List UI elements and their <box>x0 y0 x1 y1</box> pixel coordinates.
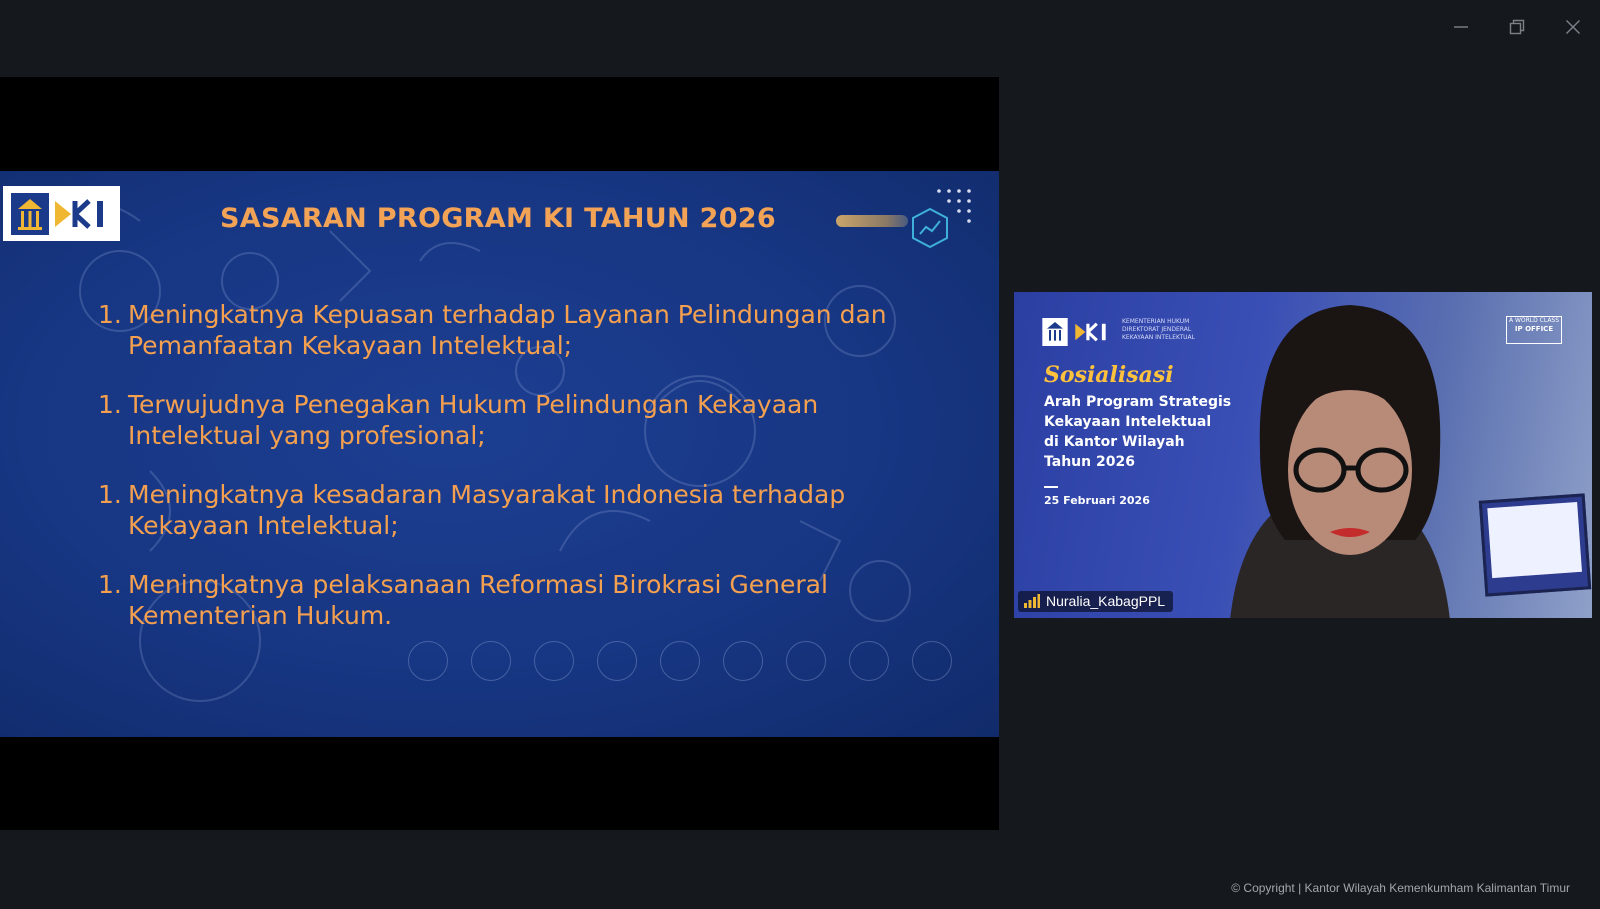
presentation-slide <box>0 171 999 737</box>
restore-button[interactable] <box>1504 14 1530 40</box>
ip-category-icon <box>660 641 700 681</box>
org-line: KEMENTERIAN HUKUM <box>1122 318 1190 325</box>
org-line: DIREKTORAT JENDERAL <box>1122 326 1192 333</box>
close-icon <box>1565 19 1581 35</box>
copyright-text: © Copyright | Kantor Wilayah Kemenkumham Kalimantan Timur <box>1231 881 1570 895</box>
djki-wordmark-icon <box>1074 321 1112 343</box>
org-line: KEKAYAAN INTELEKTUAL <box>1122 334 1195 341</box>
goal-text: Meningkatnya pelaksanaan Reformasi Birokrasi General Kementerian Hukum. <box>128 570 828 630</box>
shared-screen[interactable] <box>0 77 999 830</box>
participant-name-tag <box>1018 591 1173 612</box>
video-date: 25 Februari 2026 <box>1044 494 1150 507</box>
participant-video-tile[interactable] <box>1014 292 1592 618</box>
ip-category-icon <box>597 641 637 681</box>
window-controls <box>1448 14 1586 40</box>
ministry-emblem-icon <box>1042 318 1068 346</box>
video-org-text <box>1122 318 1195 342</box>
goal-number: 1. <box>98 480 122 509</box>
ip-category-icons <box>408 641 952 681</box>
ip-category-icon <box>534 641 574 681</box>
ministry-emblem-icon <box>11 193 49 235</box>
background-laptop <box>1479 493 1591 596</box>
ip-category-icon <box>471 641 511 681</box>
participant-name: Nuralia_KabagPPL <box>1046 593 1166 609</box>
goal-item <box>98 479 898 541</box>
ip-category-icon <box>723 641 763 681</box>
minimize-button[interactable] <box>1448 14 1474 40</box>
ip-category-icon <box>786 641 826 681</box>
ip-office-badge <box>1506 316 1562 344</box>
djki-wordmark-icon <box>53 197 113 231</box>
video-divider <box>1044 486 1058 488</box>
goals-list <box>98 299 898 659</box>
close-button[interactable] <box>1560 14 1586 40</box>
goal-item <box>98 299 898 361</box>
goal-item <box>98 569 898 631</box>
subtitle-line: di Kantor Wilayah <box>1044 434 1185 450</box>
decorative-bar <box>836 215 908 227</box>
ip-category-icon <box>912 641 952 681</box>
minimize-icon <box>1453 19 1469 35</box>
badge-line: IP OFFICE <box>1514 325 1554 333</box>
goal-text: Meningkatnya Kepuasan terhadap Layanan Pelindungan dan Pemanfaatan Kekayaan Intelektual; <box>128 300 887 360</box>
goal-text: Terwujudnya Penegakan Hukum Pelindungan Kekayaan Intelektual yang profesional; <box>128 390 819 450</box>
signal-strength-icon <box>1024 594 1040 608</box>
subtitle-line: Kekayaan Intelektual <box>1044 414 1212 430</box>
goal-number: 1. <box>98 300 122 329</box>
video-background-logos <box>1042 318 1112 346</box>
video-heading: Sosialisasi <box>1044 362 1174 388</box>
djki-logo <box>3 186 120 241</box>
subtitle-line: Arah Program Strategis <box>1044 394 1232 410</box>
slide-title: SASARAN PROGRAM KI TAHUN 2026 <box>220 203 776 234</box>
participant-person <box>1190 300 1490 618</box>
goal-number: 1. <box>98 390 122 419</box>
restore-icon <box>1509 19 1525 35</box>
subtitle-line: Tahun 2026 <box>1044 454 1135 470</box>
ip-category-icon <box>849 641 889 681</box>
dot-grid-icon <box>936 188 980 230</box>
ip-category-icon <box>408 641 448 681</box>
goal-text: Meningkatnya kesadaran Masyarakat Indonesia terhadap Kekayaan Intelektual; <box>128 480 846 540</box>
goal-item <box>98 389 898 451</box>
badge-line: A WORLD CLASS <box>1508 317 1560 324</box>
goal-number: 1. <box>98 570 122 599</box>
